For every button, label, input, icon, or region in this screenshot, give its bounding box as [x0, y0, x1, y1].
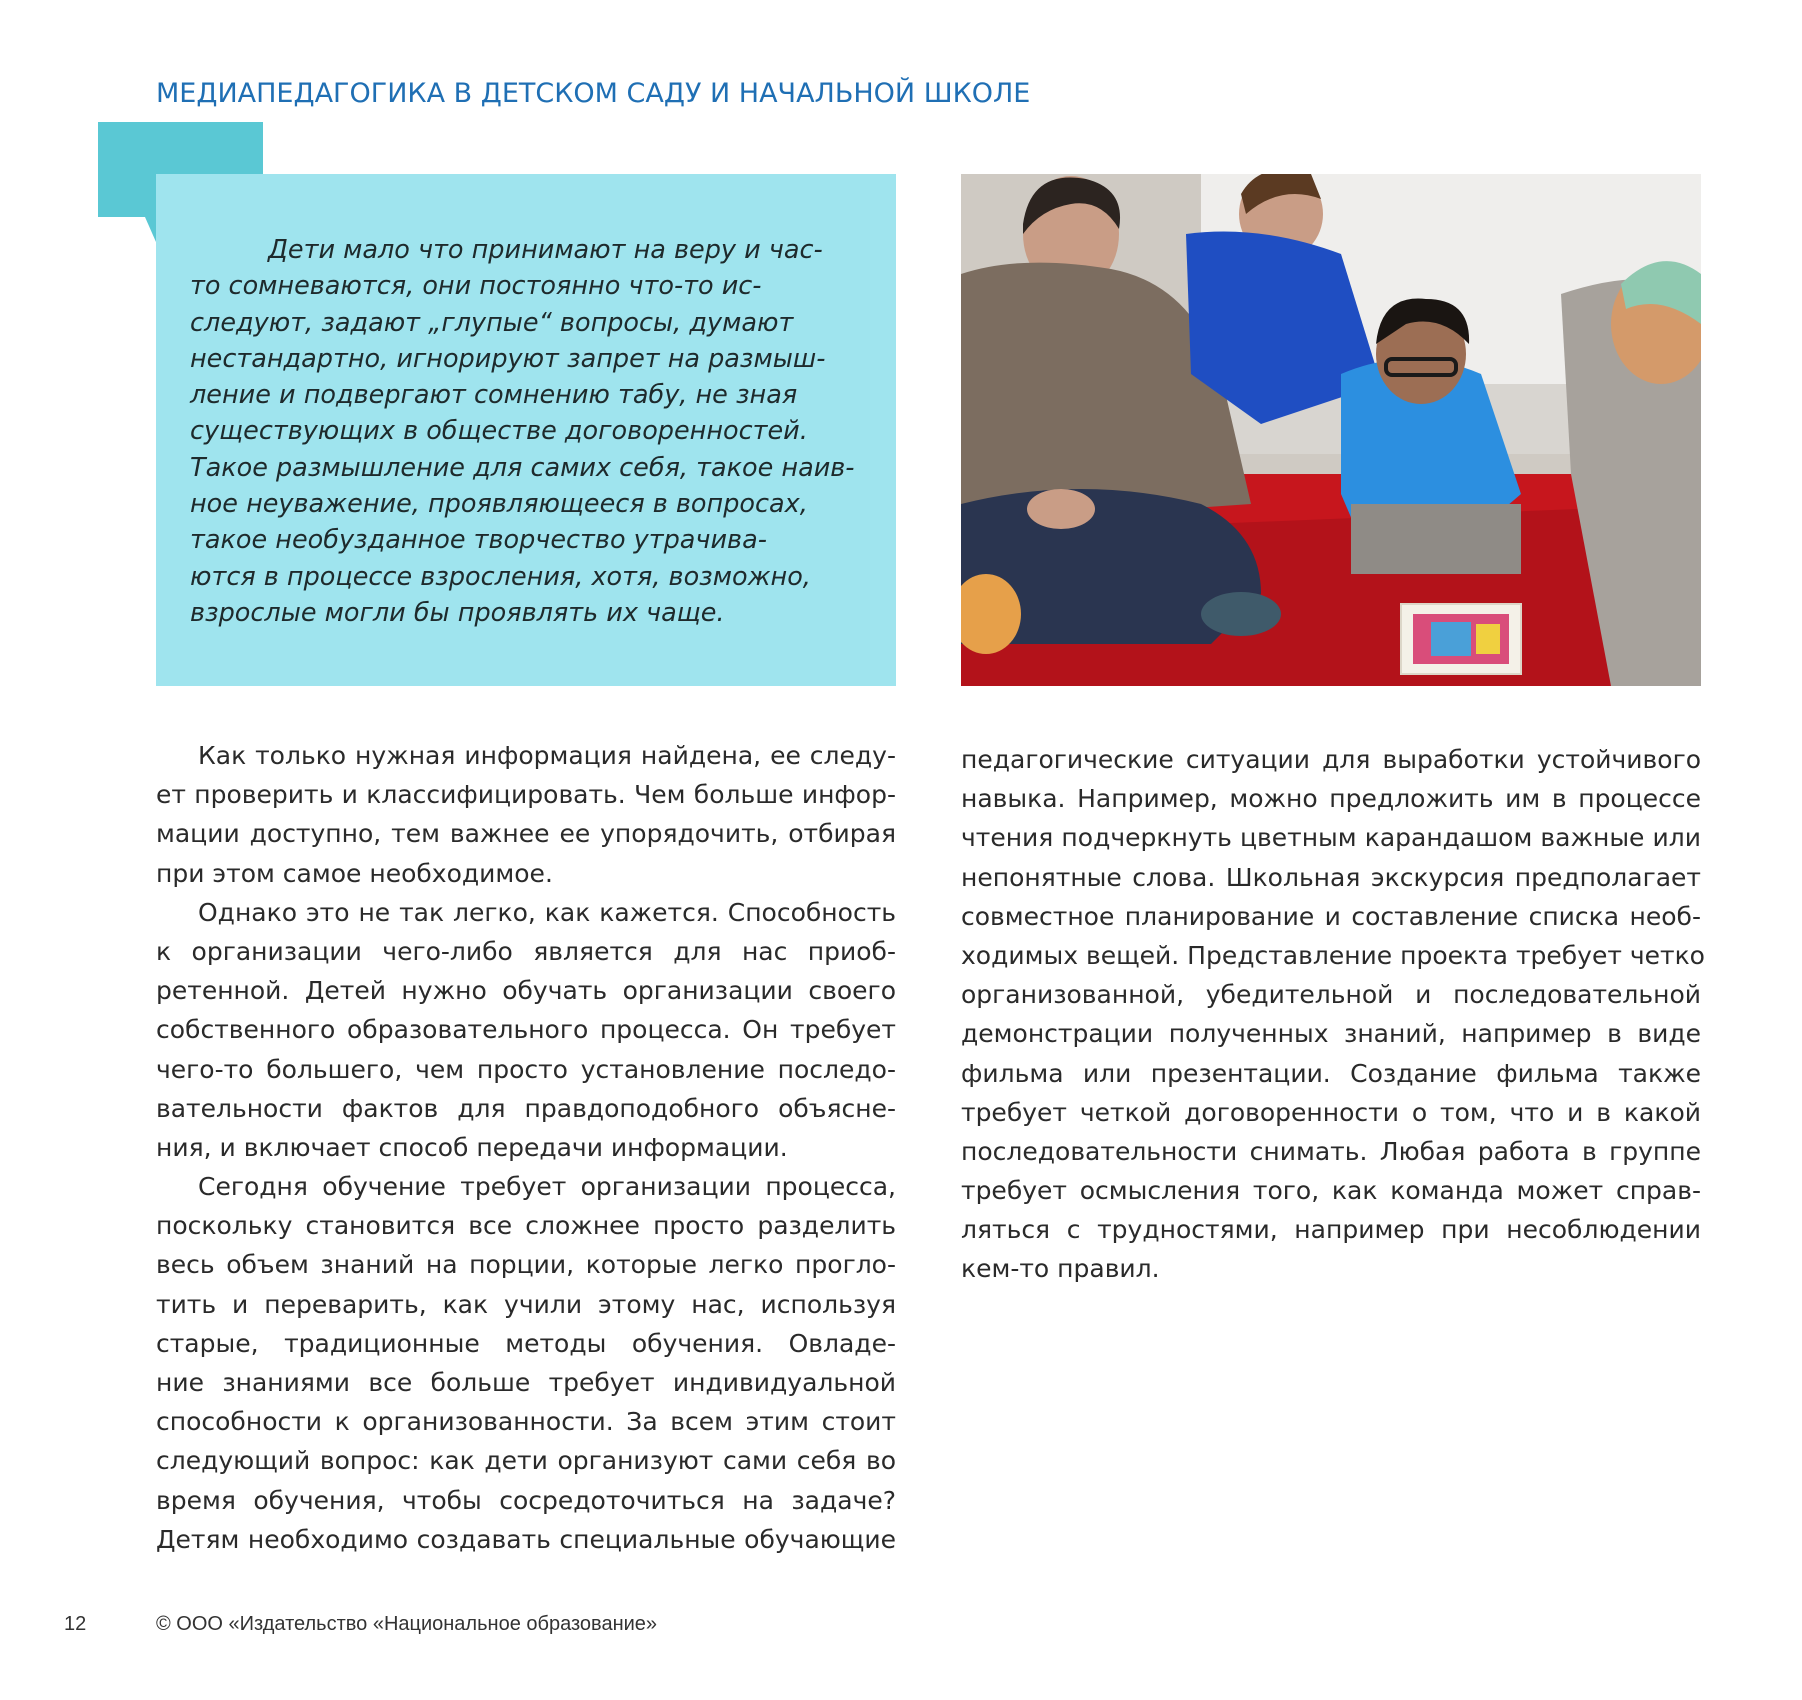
text-line: старые, традиционные методы обучения. Овладе- — [156, 1328, 896, 1358]
quote-line: нестандартно, игнорируют запрет на размыш- — [190, 343, 826, 374]
quote-line: ное неуважение, проявляющееся в вопросах, — [190, 489, 808, 520]
page-number: 12 — [64, 1613, 87, 1635]
photo-child2-legs — [1351, 504, 1521, 574]
text-line: время обучения, чтобы сосредоточиться на задаче? — [156, 1485, 896, 1515]
text-line: Сегодня обучение требует организации процесса, — [198, 1172, 896, 1202]
photo-children-activity — [961, 174, 1701, 686]
text-line: организованной, убедительной и последовательной — [961, 980, 1701, 1010]
text-line: ретенной. Детей нужно обучать организации своего — [156, 976, 896, 1006]
text-line: чего-то большего, чем просто установление последо- — [156, 1054, 896, 1084]
text-line: следующий вопрос: как дети организуют сами себя во — [156, 1446, 896, 1476]
text-line: поскольку становится все сложнее просто разделить — [156, 1211, 896, 1241]
text-line: ния, и включает способ передачи информации. — [156, 1132, 788, 1162]
text-line: ние знаниями все больше требует индивидуальной — [156, 1368, 896, 1397]
text-line: мации доступно, тем важнее ее упорядочить, отбирая — [156, 819, 896, 849]
body-column-left — [156, 736, 896, 1559]
quote-line: взрослые могли бы проявлять их чаще. — [190, 597, 725, 628]
text-line: ет проверить и классифицировать. Чем больше инфор- — [156, 780, 896, 810]
text-line: педагогические ситуации для выработки устойчивого — [961, 745, 1701, 774]
text-line: способности к организованности. За всем этим стоит — [156, 1407, 896, 1437]
text-line: последовательности снимать. Любая работа в группе — [961, 1136, 1701, 1166]
quote-line: следуют, задают „глупые“ вопросы, думают — [190, 307, 794, 338]
text-line: тить и переварить, как учили этому нас, используя — [156, 1289, 896, 1319]
quote-line: то сомневаются, они постоянно что-то ис- — [190, 271, 762, 302]
quote-line: ются в процессе взросления, хотя, возможно, — [190, 561, 811, 592]
text-line: демонстрации полученных знаний, например в виде — [961, 1019, 1701, 1049]
text-line: навыка. Например, можно предложить им в процессе — [961, 784, 1701, 814]
copyright-notice: © ООО «Издательство «Национальное образование» — [156, 1613, 658, 1635]
text-line: при этом самое необходимое. — [156, 858, 553, 888]
running-title: МЕДИАПЕДАГОГИКА В ДЕТСКОМ САДУ И НАЧАЛЬНОЙ ШКОЛЕ — [156, 78, 1031, 109]
quote-box — [156, 174, 896, 686]
text-line: ляться с трудностями, например при несоблюдении — [961, 1215, 1701, 1245]
text-line: фильма или презентации. Создание фильма также — [961, 1058, 1701, 1088]
quote-text — [190, 232, 855, 631]
body-column-right — [961, 740, 1705, 1289]
photo-illustration — [961, 174, 1701, 686]
photo-picture-card-art3 — [1476, 624, 1500, 654]
quote-line: такое необузданное творчество утрачива- — [190, 525, 767, 556]
photo-adult-foot — [1201, 592, 1281, 636]
text-line: требует четкой договоренности о том, что и в какой — [961, 1097, 1701, 1127]
photo-adult-hand — [1027, 489, 1095, 529]
text-line: требует осмысления того, как команда может справ- — [961, 1176, 1701, 1206]
quote-line: Дети мало что принимают на веру и час- — [268, 235, 823, 265]
quote-line: ление и подвергают сомнению табу, не зная — [190, 380, 798, 411]
text-line: Однако это не так легко, как кажется. Способность — [198, 897, 896, 927]
text-line: совместное планирование и составление списка необ- — [961, 901, 1701, 931]
text-line: вательности фактов для правдоподобного объясне- — [156, 1093, 896, 1123]
text-line: чтения подчеркнуть цветным карандашом важные или — [961, 823, 1701, 853]
text-line: непонятные слова. Школьная экскурсия предполагает — [961, 862, 1701, 892]
text-line: ходимых вещей. Представление проекта требует четко — [961, 940, 1705, 970]
text-line: собственного образовательного процесса. Он требует — [156, 1015, 896, 1045]
text-line: к организации чего-либо является для нас приоб- — [156, 936, 896, 966]
text-line: весь объем знаний на порции, которые легко прогло- — [156, 1250, 896, 1280]
quote-line: существующих в обществе договоренностей. — [190, 416, 808, 447]
photo-picture-card-art2 — [1431, 622, 1471, 656]
text-line: кем-то правил. — [961, 1254, 1160, 1284]
text-line: Как только нужная информация найдена, ее следу- — [198, 741, 896, 770]
text-line: Детям необходимо создавать специальные обучающие — [156, 1524, 896, 1554]
quote-line: Такое размышление для самих себя, такое наив- — [190, 452, 855, 483]
